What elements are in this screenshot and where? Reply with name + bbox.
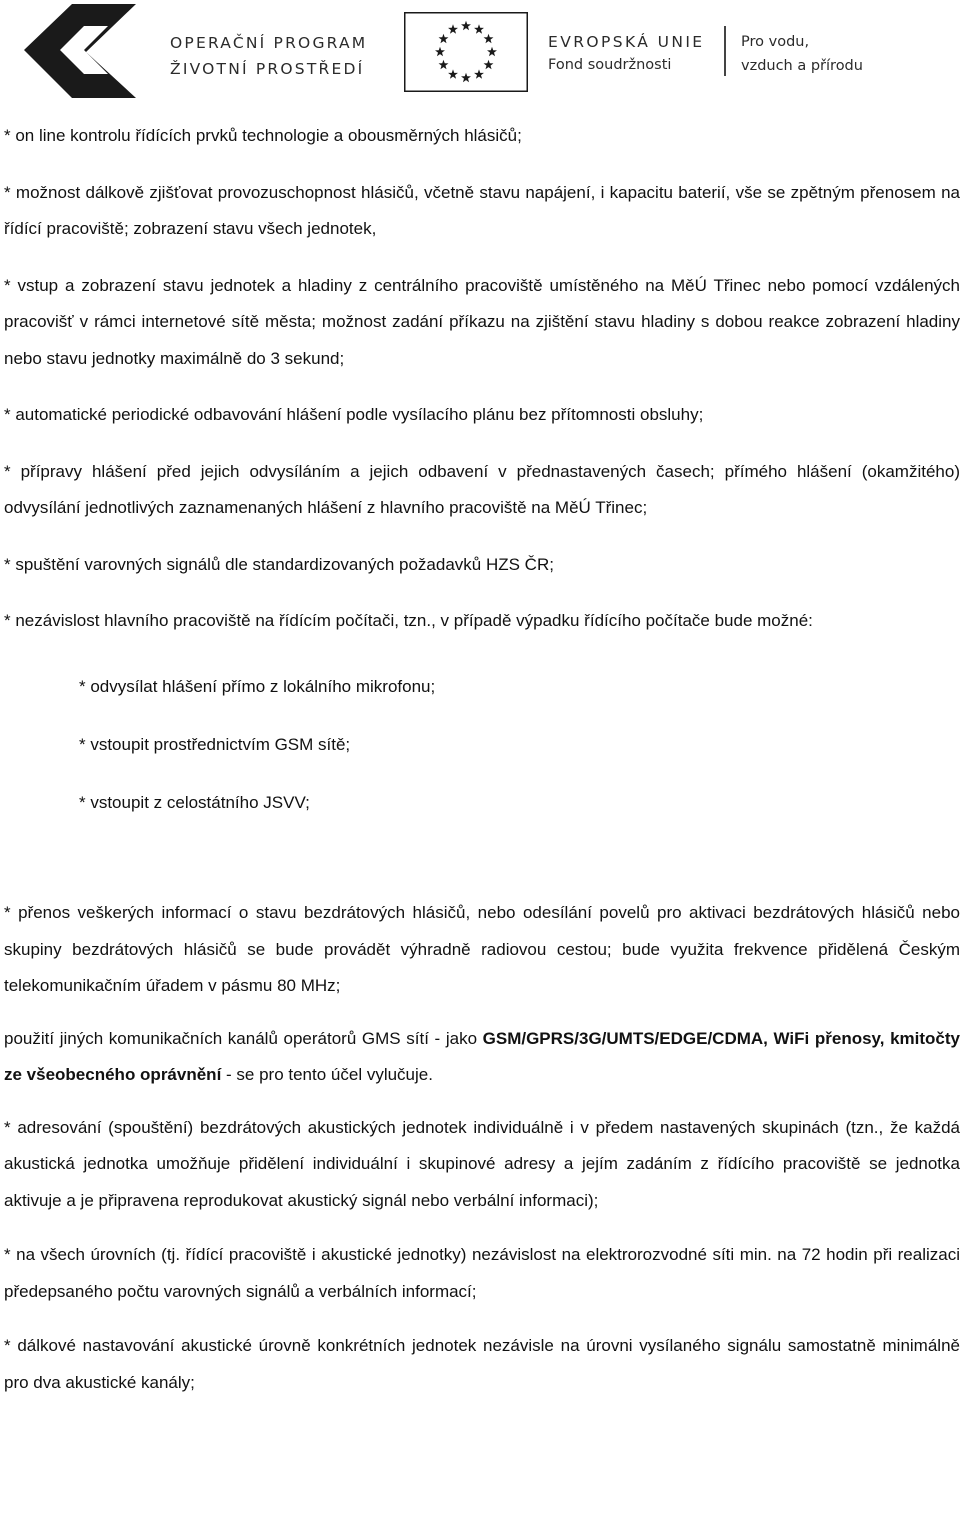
eu-line-2: Fond soudržnosti bbox=[548, 57, 672, 73]
programme-line-2: ŽIVOTNÍ PROSTŘEDÍ bbox=[170, 60, 365, 78]
sub-item: * odvysílat hlášení přímo z lokálního mikrofonu; bbox=[79, 676, 436, 696]
requirement-item: * automatické periodické odbavování hlášení podle vysílacího plánu bez přítomnosti obsluhy; bbox=[4, 405, 704, 424]
requirement-item: * přenos veškerých informací o stavu bezdrátových hlásičů, nebo odesílání povelů pro aktivaci bezdrátových hlásičů nebo skupiny bezdrátových hlásičů se bude provádět výhradně radiovou cestou; bude využita frekvence přidělená Českým telekomunikačním úřadem v pásmu 80 MHz; bbox=[4, 903, 960, 995]
restriction-tail: - se pro tento účel vylučuje. bbox=[221, 1065, 433, 1084]
requirement-item: * vstup a zobrazení stavu jednotek a hladiny z centrálního pracoviště umístěného na MěÚ Třinec nebo pomocí vzdálených pracovišť v rámci internetové sítě města; možnost zadání příkazu na zjištění stavu hladiny s dobou reakce zobrazení hladiny nebo stavu jednotky maximálně do 3 sekund; bbox=[4, 275, 960, 368]
slogan bbox=[741, 30, 863, 78]
communication-restriction bbox=[4, 1021, 960, 1094]
header-divider bbox=[724, 26, 726, 76]
page-header bbox=[0, 0, 960, 100]
requirement-item: * dálkové nastavování akustické úrovně konkrétních jednotek nezávisle na úrovni vysílaného signálu samostatně minimálně pro dva akustické kanály; bbox=[4, 1336, 960, 1392]
programme-name bbox=[170, 30, 367, 82]
eu-flag-icon bbox=[404, 12, 528, 92]
slogan-line-1: Pro vodu, bbox=[741, 34, 810, 50]
eu-label bbox=[548, 30, 704, 76]
sub-item: * vstoupit z celostátního JSVV; bbox=[79, 792, 310, 812]
requirement-item: * přípravy hlášení před jejich odvysíláním a jejich odbavení v přednastavených časech; přímého hlášení (okamžitého) odvysílání jednotlivých zaznamenaných hlášení z hlavního pracoviště na MěÚ Třinec; bbox=[4, 461, 960, 517]
sub-item: * vstoupit prostřednictvím GSM sítě; bbox=[79, 734, 351, 754]
requirement-item: * spuštění varovných signálů dle standardizovaných požadavků HZS ČR; bbox=[4, 554, 554, 574]
requirement-item: * adresování (spouštění) bezdrátových akustických jednotek individuálně i v předem nastavených skupinách (tzn., že každá akustická jednotka umožňuje přidělení individuální i skupinové adresy a jejím zadáním z řídícího pracoviště se jednotka aktivuje a je připravena reprodukovat akustický signál nebo verbální informaci); bbox=[4, 1117, 960, 1210]
requirement-item: * on line kontrolu řídících prvků technologie a obousměrných hlásičů; bbox=[4, 126, 522, 145]
requirement-item: * možnost dálkově zjišťovat provozuschopnost hlásičů, včetně stavu napájení, i kapacitu baterií, vše se zpětným přenosem na řídící pracoviště; zobrazení stavu všech jednotek, bbox=[4, 182, 960, 238]
restriction-bold: GSM/GPRS/3G/UMTS/EDGE/CDMA, WiFi přenosy, kmitočty ze všeobecného oprávnění bbox=[4, 1028, 960, 1084]
requirement-item: * na všech úrovních (tj. řídící pracoviště i akustické jednotky) nezávislost na elektrorozvodné síti min. na 72 hodin při realizaci předepsaného počtu varovných signálů a verbálních informací; bbox=[4, 1245, 960, 1301]
programme-line-1: OPERAČNÍ PROGRAM bbox=[170, 34, 368, 52]
restriction-text: použití jiných komunikačních kanálů operátorů GMS sítí - jako bbox=[4, 1028, 483, 1048]
requirement-item: * nezávislost hlavního pracoviště na řídícím počítači, tzn., v případě výpadku řídícího počítače bude možné: bbox=[4, 611, 813, 630]
eu-line-1: EVROPSKÁ UNIE bbox=[548, 33, 705, 51]
operational-programme-logo bbox=[20, 2, 150, 98]
slogan-line-2: vzduch a přírodu bbox=[741, 58, 863, 74]
document-body bbox=[4, 118, 960, 1421]
